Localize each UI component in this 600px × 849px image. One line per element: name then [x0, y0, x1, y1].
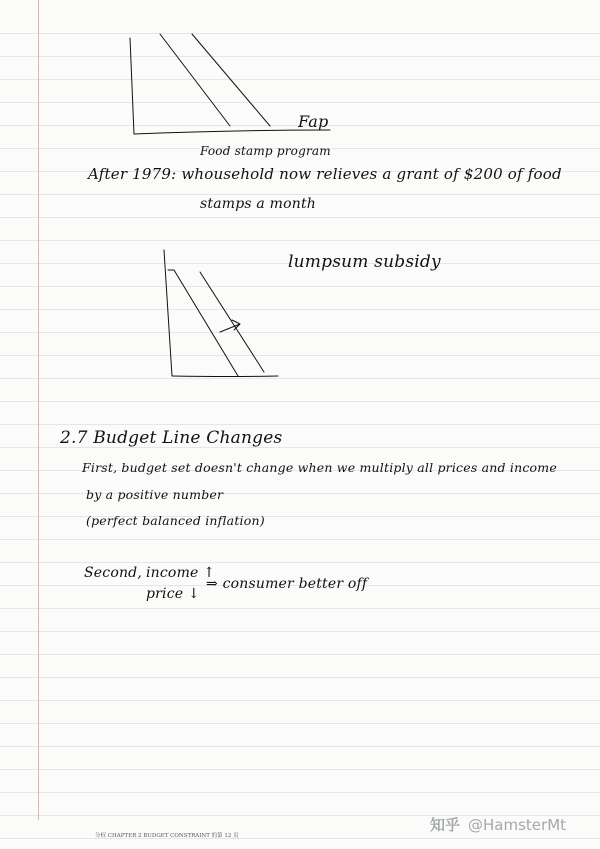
margin-line: [38, 0, 39, 820]
axis-label-fap: Fap: [298, 112, 329, 131]
watermark-user: @HamsterMt: [468, 816, 567, 834]
lumpsum-label: lumpsum subsidy: [288, 252, 441, 272]
budget-line-outer: [192, 34, 270, 126]
budget-line-shifted: [200, 272, 264, 372]
watermark: [430, 814, 566, 835]
page-footer: 分权 CHAPTER 2 BUDGET CONSTRAINT 的第 12 页: [95, 833, 239, 839]
budget-line-original: [168, 270, 238, 376]
y-axis: [130, 38, 134, 134]
after-1979-line-2: stamps a month: [200, 196, 316, 212]
second-income: income ↑: [146, 565, 216, 581]
first-line-2: by a positive number: [86, 487, 224, 502]
watermark-brand: 知乎: [430, 816, 461, 834]
second-price: price ↓: [146, 586, 200, 602]
second-result: ⇒ consumer better off: [206, 576, 368, 592]
food-stamp-caption: Food stamp program: [200, 144, 331, 158]
lumpsum-subsidy-graph: [160, 246, 300, 386]
budget-line-inner: [160, 34, 230, 126]
after-1979-line-1: After 1979: whousehold now relieves a grant of $200 of food: [88, 165, 562, 183]
budget-line-graph-top: [120, 30, 340, 150]
first-line-3: (perfect balanced inflation): [86, 513, 265, 528]
second-label: Second,: [84, 565, 142, 581]
x-axis: [172, 376, 278, 377]
section-heading: 2.7 Budget Line Changes: [60, 428, 283, 448]
first-line-1: First, budget set doesn't change when we multiply all prices and income: [82, 460, 557, 475]
y-axis: [164, 250, 172, 376]
